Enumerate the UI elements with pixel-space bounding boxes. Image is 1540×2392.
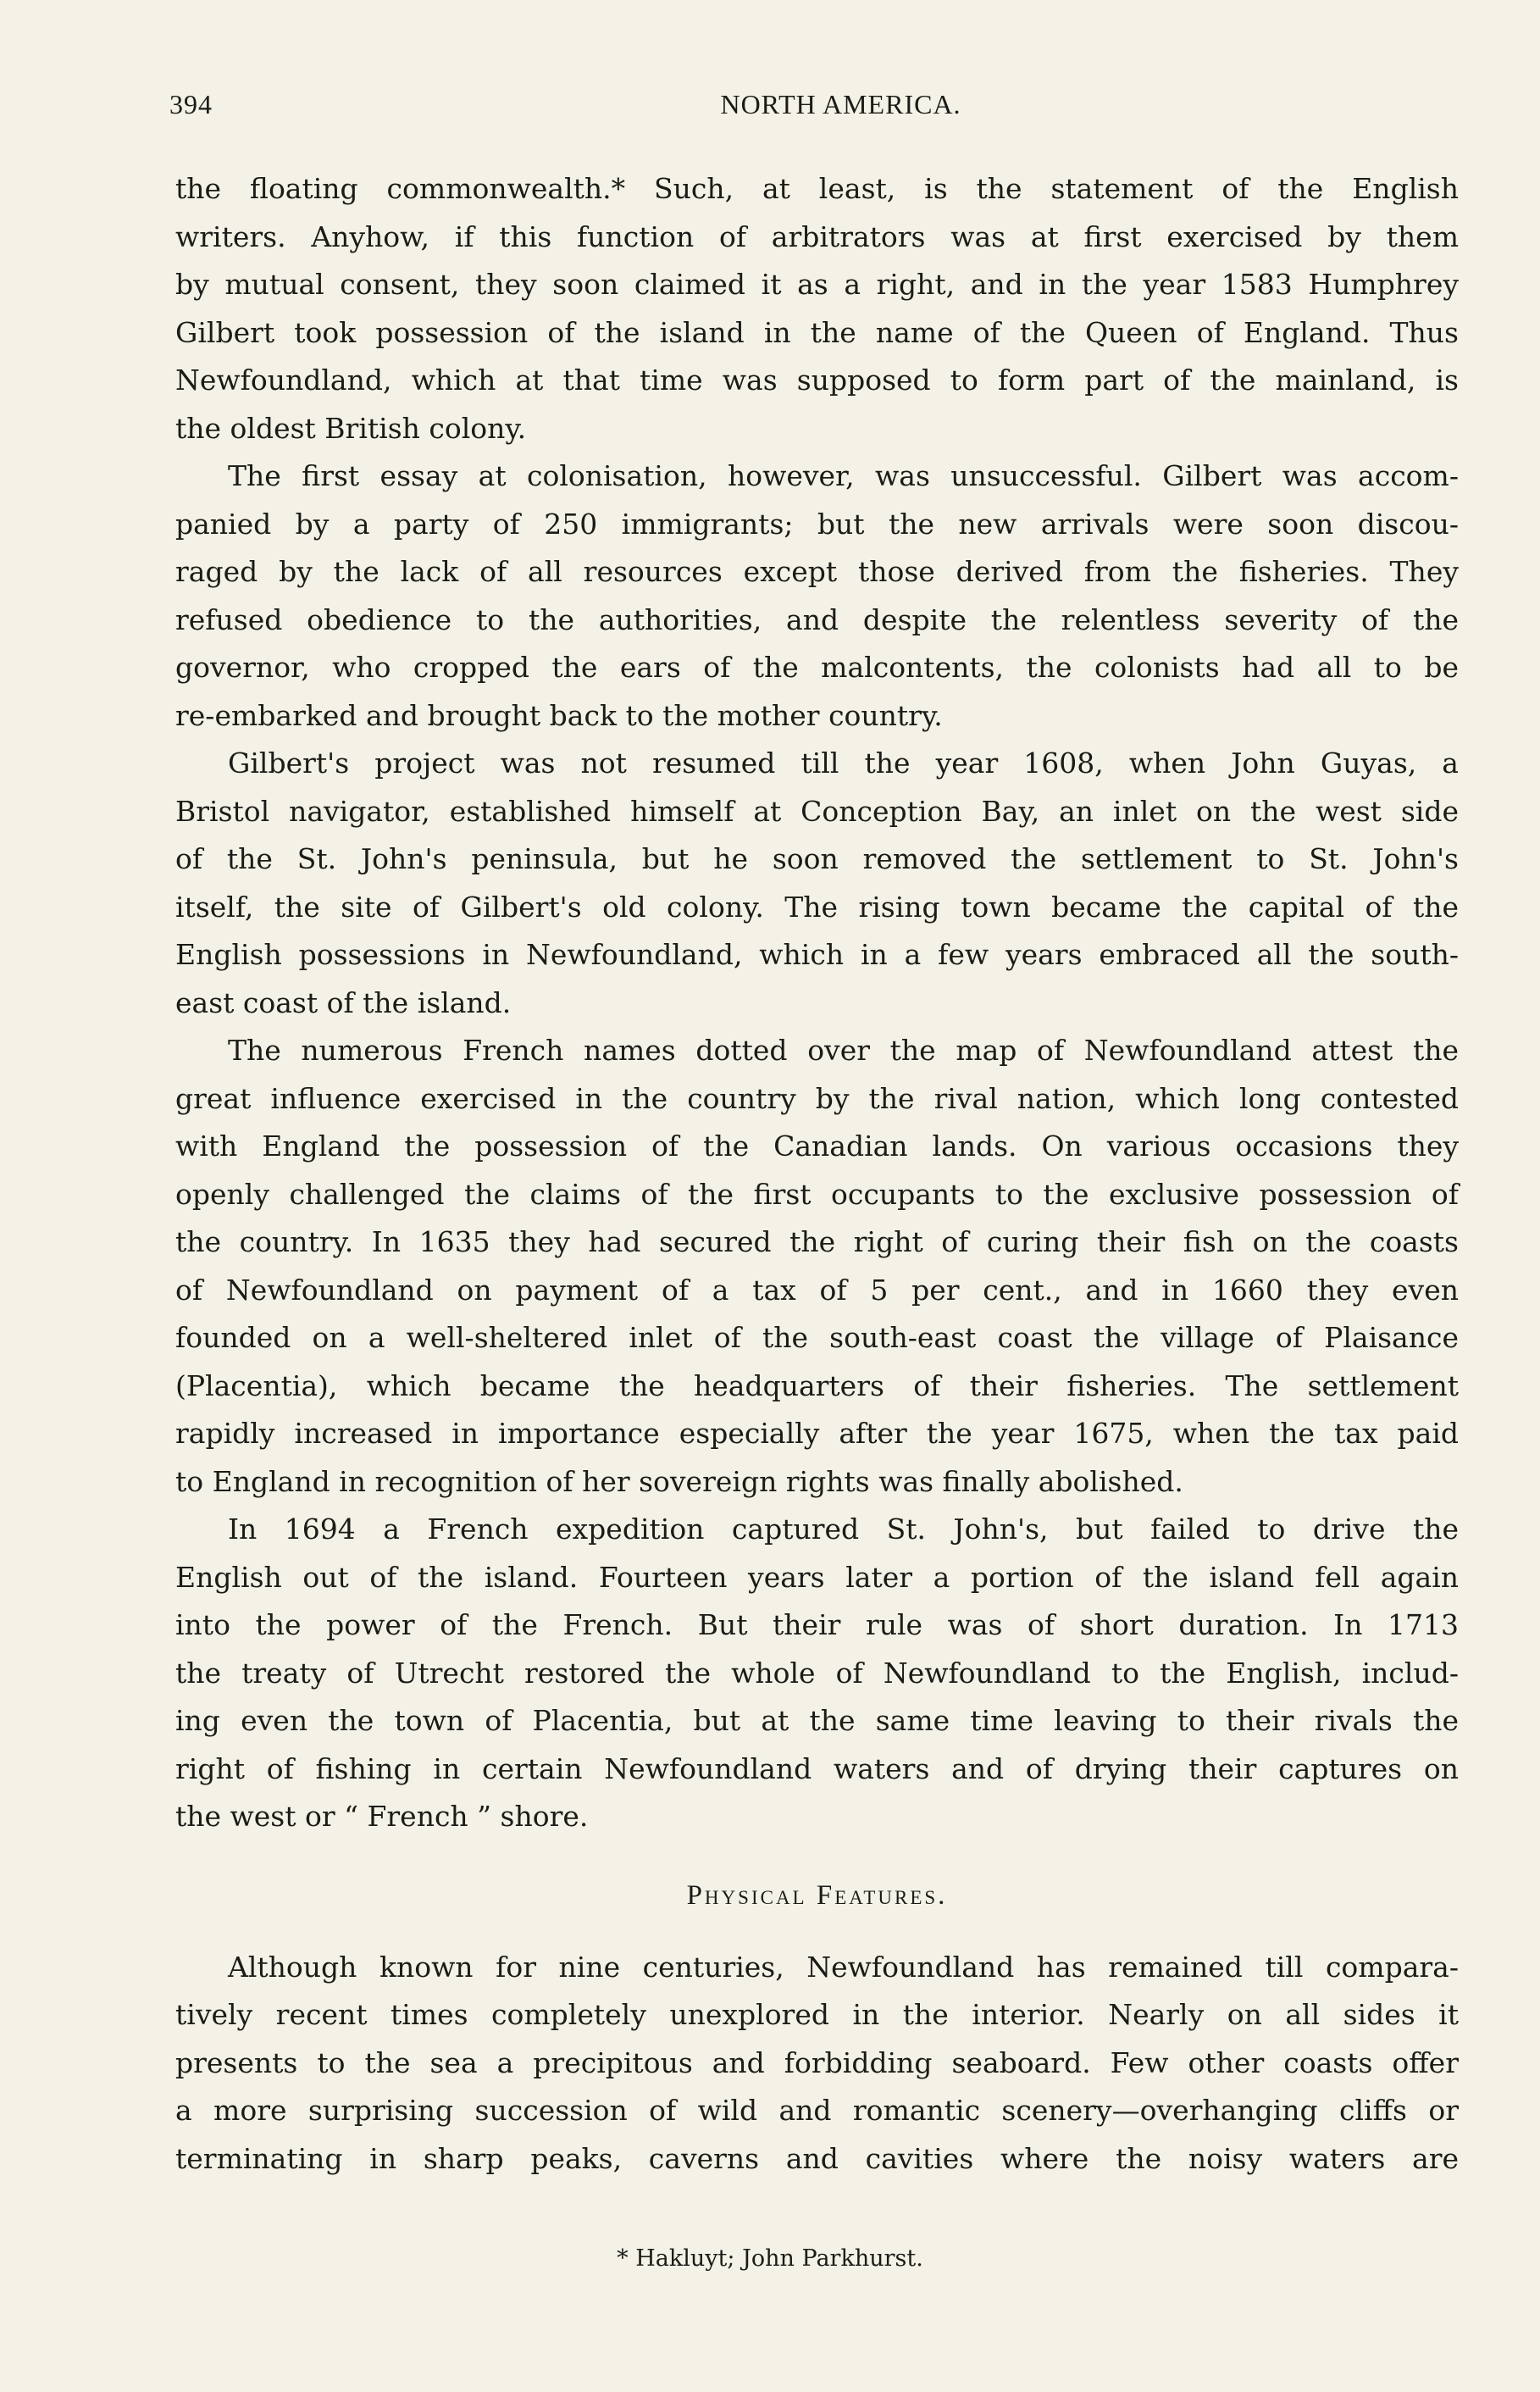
section-heading-block <box>175 1841 1459 1944</box>
text-line: east coast of the island. <box>175 985 512 1019</box>
text-line: right of fishing in certain Newfoundland waters and of drying their captures on <box>175 1751 1459 1785</box>
body-text <box>175 165 1459 2183</box>
text-line: of Newfoundland on payment of a tax of 5 per cent., and in 1660 they even <box>175 1273 1459 1307</box>
text-line: terminating in sharp peaks, caverns and cavities where the noisy waters are <box>175 2141 1459 2175</box>
text-line: In 1694 a French expedition captured St. John's, but failed to drive the <box>228 1512 1459 1546</box>
text-line: a more surprising succession of wild and romantic scenery—overhanging cliffs or <box>175 2094 1459 2127</box>
text-line: writers. Anyhow, if this function of arbitrators was at first exercised by them <box>175 219 1459 253</box>
paragraph <box>175 740 1459 1027</box>
text-line: founded on a well-sheltered inlet of the south-east coast the village of Plaisance <box>175 1321 1459 1354</box>
text-line: ing even the town of Placentia, but at the same time leaving to their rivals the <box>175 1704 1459 1737</box>
text-line: Although known for nine centuries, Newfoundland has remained till compara- <box>228 1950 1459 1984</box>
text-line: with England the possession of the Canadian lands. On various occasions they <box>175 1129 1459 1163</box>
paragraph <box>175 165 1459 452</box>
text-line: English out of the island. Fourteen years later a portion of the island fell again <box>175 1560 1459 1594</box>
text-line: raged by the lack of all resources except those derived from the fisheries. They <box>175 555 1459 588</box>
text-line: into the power of the French. But their rule was of short duration. In 1713 <box>175 1608 1459 1641</box>
text-line: rapidly increased in importance especially after the year 1675, when the tax paid <box>175 1417 1459 1450</box>
paragraph <box>175 1027 1459 1506</box>
text-line: Gilbert's project was not resumed till the year 1608, when John Guyas, a <box>228 746 1459 780</box>
running-head <box>169 89 1461 131</box>
text-line: the floating commonwealth.* Such, at least, is the statement of the English <box>175 172 1459 205</box>
text-line: the country. In 1635 they had secured the right of curing their fish on the coasts <box>175 1225 1459 1258</box>
text-line: The numerous French names dotted over the map of Newfoundland attest the <box>228 1034 1459 1067</box>
text-line: re-embarked and brought back to the mother country. <box>175 698 943 732</box>
text-line: Newfoundland, which at that time was supposed to form part of the mainland, is <box>175 364 1459 397</box>
text-line: the oldest British colony. <box>175 411 527 445</box>
text-line: of the St. John's peninsula, but he soon removed the settlement to St. John's <box>175 842 1459 875</box>
text-line: the treaty of Utrecht restored the whole of Newfoundland to the English, includ- <box>175 1656 1459 1690</box>
footnote: * Hakluyt; John Parkhurst. <box>617 2245 923 2272</box>
text-line: Gilbert took possession of the island in the name of the Queen of England. Thus <box>175 315 1459 349</box>
text-line: English possessions in Newfoundland, which in a few years embraced all the south- <box>175 938 1459 971</box>
running-title: NORTH AMERICA. <box>720 89 961 119</box>
paragraph <box>175 1506 1459 1841</box>
text-line: (Placentia), which became the headquarters of their fisheries. The settlement <box>175 1368 1459 1402</box>
text-line: by mutual consent, they soon claimed it as a right, and in the year 1583 Humphrey <box>175 268 1459 301</box>
text-line: tively recent times completely unexplored in the interior. Nearly on all sides it <box>175 1998 1459 2031</box>
text-line: The first essay at colonisation, however, was unsuccessful. Gilbert was accom- <box>228 459 1459 492</box>
text-line: panied by a party of 250 immigrants; but the new arrivals were soon discou- <box>175 507 1459 541</box>
text-line: presents to the sea a precipitous and forbidding seaboard. Few other coasts offer <box>175 2045 1459 2079</box>
text-line: governor, who cropped the ears of the malcontents, the colonists had all to be <box>175 651 1459 684</box>
paragraph <box>175 452 1459 740</box>
text-line: great influence exercised in the country by the rival nation, which long contested <box>175 1081 1459 1115</box>
text-line: openly challenged the claims of the first occupants to the exclusive possession of <box>175 1177 1459 1211</box>
section-heading: Physical Features. <box>686 1879 948 1911</box>
text-line: to England in recognition of her sovereign rights was finally abolished. <box>175 1464 1183 1498</box>
text-line: refused obedience to the authorities, and despite the relentless severity of the <box>175 602 1459 636</box>
text-line: the west or “ French ” shore. <box>175 1800 589 1833</box>
paragraph <box>175 1944 1459 2184</box>
text-line: itself, the site of Gilbert's old colony. The rising town became the capital of the <box>175 890 1459 924</box>
page-number: 394 <box>169 89 213 119</box>
text-line: Bristol navigator, established himself at Conception Bay, an inlet on the west side <box>175 794 1459 828</box>
